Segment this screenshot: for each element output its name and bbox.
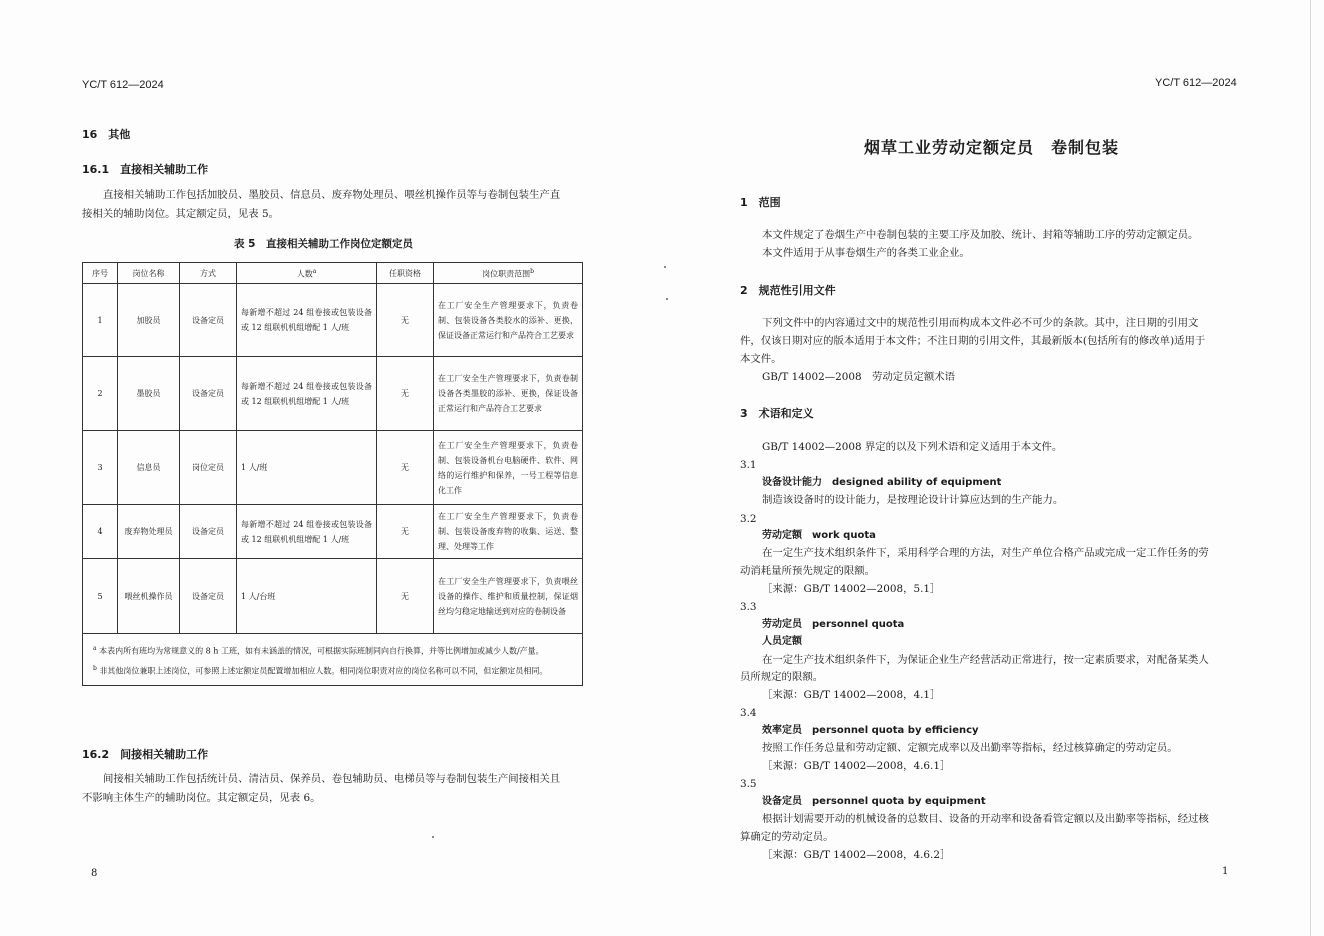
term-3-5-def-line1: 根据计划需要开动的机械设备的总数目、设备的开动率和设备看管定额以及出勤率等指标，经过核 (762, 813, 1209, 825)
term-3-2-title: 劳动定额 work quota (762, 530, 876, 541)
paragraph-16-2-line1: 间接相关辅助工作包括统计员、清洁员、保养员、卷包辅助员、电梯员等与卷制包装生产间接相关且 (103, 773, 561, 785)
term-3-4-number: 3.4 (740, 707, 757, 719)
term-3-2-source: ［来源：GB/T 14002—2008，5.1］ (762, 583, 941, 595)
right-page-number: 1 (1222, 866, 1229, 877)
cell-duty: 在工厂安全生产管理要求下，负责卷制、包装设备机台电脑硬件、软件、网络的运行维护和保养，一号工程等信息化工作 (434, 431, 583, 505)
page-edge-line (1310, 0, 1311, 936)
cell-count: 1 人/班 (237, 431, 377, 505)
cell-count: 每新增不超过 24 组卷接或包装设备或 12 组联机机组增配 1 人/班 (237, 505, 377, 559)
cell-duty: 在工厂安全生产管理要求下，负责卷制设备各类墨胶的添补、更换，保证设备正常运行和产品符合工艺要求 (434, 357, 583, 431)
cell-mode: 设备定员 (180, 284, 237, 357)
header-cell: 方式 (180, 263, 237, 284)
section-1-para2: 本文件适用于从事卷烟生产的各类工业企业。 (762, 247, 970, 259)
paragraph-16-2-line2: 不影响主体生产的辅助岗位。其定额定员，见表 6。 (82, 792, 321, 804)
cell-mode: 设备定员 (180, 505, 237, 559)
section-16-2-heading: 16.2 间接相关辅助工作 (82, 748, 209, 761)
term-3-2-number: 3.2 (740, 513, 757, 525)
term-3-3-def-line2: 员所规定的限额。 (740, 671, 824, 683)
header-cell-count: 人数$^a$ (237, 263, 377, 284)
cell-no: 5 (83, 559, 118, 634)
table-5 (82, 262, 583, 686)
term-3-2-def-line1: 在一定生产技术组织条件下，采用科学合理的方法，对生产单位合格产品或完成一定工作任务的劳 (762, 547, 1209, 559)
term-3-4-source: ［来源：GB/T 14002—2008，4.6.1］ (762, 760, 951, 772)
cell-qual: 无 (377, 505, 434, 559)
term-3-3-source: ［来源：GB/T 14002—2008，4.1］ (762, 689, 941, 701)
cell-count: 每新增不超过 24 组卷接或包装设备或 12 组联机机组增配 1 人/班 (237, 284, 377, 357)
cell-name: 喂丝机操作员 (118, 559, 180, 634)
section-16-1-heading: 16.1 直接相关辅助工作 (82, 163, 209, 176)
term-3-4-definition: 按照工作任务总量和劳动定额、定额完成率以及出勤率等指标，经过核算确定的劳动定员。 (762, 742, 1178, 754)
cell-mode: 设备定员 (180, 357, 237, 431)
right-page-header: YC/T 612—2024 (1155, 77, 1237, 89)
header-cell-duty: 岗位职责范围$^b$ (434, 263, 583, 284)
section-1-para1: 本文件规定了卷烟生产中卷制包装的主要工序及加胶、统计、封箱等辅助工序的劳动定额定员。 (762, 229, 1199, 241)
cell-mode: 岗位定员 (180, 431, 237, 505)
left-page-number: 8 (91, 868, 98, 879)
cell-qual: 无 (377, 357, 434, 431)
term-3-3-title: 劳动定员 personnel quota (762, 619, 905, 630)
cell-mode: 设备定员 (180, 559, 237, 634)
cell-no: 2 (83, 357, 118, 431)
header-cell: 序号 (83, 263, 118, 284)
footnote-b: $^b$ 非其他岗位兼职上述岗位，可参照上述定额定员配置增加相应人数。相同岗位职责对应的岗位名称可以不同，但定额定员相同。 (93, 664, 548, 676)
normative-reference: GB/T 14002—2008 劳动定员定额术语 (762, 371, 956, 383)
scan-speck (666, 298, 668, 300)
cell-qual: 无 (377, 431, 434, 505)
left-page-header: YC/T 612—2024 (82, 79, 164, 91)
cell-duty: 在工厂安全生产管理要求下，负责喂丝设备的操作、维护和质量控制，保证烟丝均匀稳定地输送到对应的卷制设备 (434, 559, 583, 634)
term-3-2-def-line2: 动消耗量所预先规定的限额。 (740, 565, 876, 577)
section-2-para-line1: 下列文件中的内容通过文中的规范性引用而构成本文件必不可少的条款。其中，注日期的引用文 (762, 317, 1199, 329)
term-3-1-number: 3.1 (740, 459, 757, 471)
paragraph-16-1-line1: 直接相关辅助工作包括加胶员、墨胶员、信息员、废弃物处理员、喂丝机操作员等与卷制包装生产直 (103, 189, 561, 201)
table-5-caption: 表 5 直接相关辅助工作岗位定额定员 (234, 238, 413, 250)
cell-duty: 在工厂安全生产管理要求下，负责卷制、包装设备各类胶水的添补、更换，保证设备正常运行和产品符合工艺要求 (434, 284, 583, 357)
table-row (83, 284, 583, 357)
table-header-row (83, 263, 583, 284)
table-row (83, 505, 583, 559)
cell-duty: 在工厂安全生产管理要求下，负责卷制、包装设备废弃物的收集、运送、整理、处理等工作 (434, 505, 583, 559)
cell-no: 1 (83, 284, 118, 357)
section-16-heading: 16 其他 (82, 128, 131, 141)
cell-count: 每新增不超过 24 组卷接或包装设备或 12 组联机机组增配 1 人/班 (237, 357, 377, 431)
section-3-heading: 3 术语和定义 (740, 407, 814, 420)
cell-name: 墨胶员 (118, 357, 180, 431)
section-1-heading: 1 范围 (740, 196, 781, 209)
cell-name: 废弃物处理员 (118, 505, 180, 559)
table-notes-row (83, 634, 583, 686)
table-row (83, 431, 583, 505)
document-title: 烟草工业劳动定额定员 卷制包装 (864, 138, 1120, 157)
header-cell: 任职资格 (377, 263, 434, 284)
term-3-1-title: 设备设计能力 designed ability of equipment (762, 477, 1002, 488)
term-3-3-number: 3.3 (740, 601, 757, 613)
scan-speck (664, 266, 666, 268)
term-3-4-title: 效率定员 personnel quota by efficiency (762, 725, 979, 736)
term-3-1-definition: 制造该设备时的设计能力，是按理论设计计算应达到的生产能力。 (762, 494, 1064, 506)
term-3-5-title: 设备定员 personnel quota by equipment (762, 796, 986, 807)
table-notes (83, 634, 583, 686)
section-3-para: GB/T 14002—2008 界定的以及下列术语和定义适用于本文件。 (762, 441, 1063, 453)
header-cell: 岗位名称 (118, 263, 180, 284)
cell-no: 4 (83, 505, 118, 559)
section-2-para-line2: 件，仅该日期对应的版本适用于本文件；不注日期的引用文件，其最新版本(包括所有的修改单)适用于 (740, 335, 1206, 347)
table-row (83, 357, 583, 431)
cell-name: 信息员 (118, 431, 180, 505)
term-3-5-source: ［来源：GB/T 14002—2008，4.6.2］ (762, 849, 951, 861)
scan-speck (432, 836, 434, 838)
cell-qual: 无 (377, 559, 434, 634)
cell-count: 1 人/台班 (237, 559, 377, 634)
term-3-3-def-line1: 在一定生产技术组织条件下，为保证企业生产经营活动正常进行，按一定素质要求，对配备某类人 (762, 654, 1209, 666)
section-2-para-line3: 本文件。 (740, 353, 782, 365)
cell-name: 加胶员 (118, 284, 180, 357)
term-3-5-number: 3.5 (740, 778, 757, 790)
section-2-heading: 2 规范性引用文件 (740, 284, 836, 297)
cell-qual: 无 (377, 284, 434, 357)
paragraph-16-1-line2: 接相关的辅助岗位。其定额定员，见表 5。 (82, 208, 279, 220)
table-row (83, 559, 583, 634)
footnote-a: $^a$ 本表内所有班均为常规意义的 8 h 工班，如有未涵盖的情况，可根据实际班制同向自行换算，并等比例增加或减少人数/产量。 (93, 645, 544, 656)
term-3-3-alt-title: 人员定额 (762, 636, 802, 647)
term-3-5-def-line2: 算确定的劳动定员。 (740, 831, 834, 843)
cell-no: 3 (83, 431, 118, 505)
